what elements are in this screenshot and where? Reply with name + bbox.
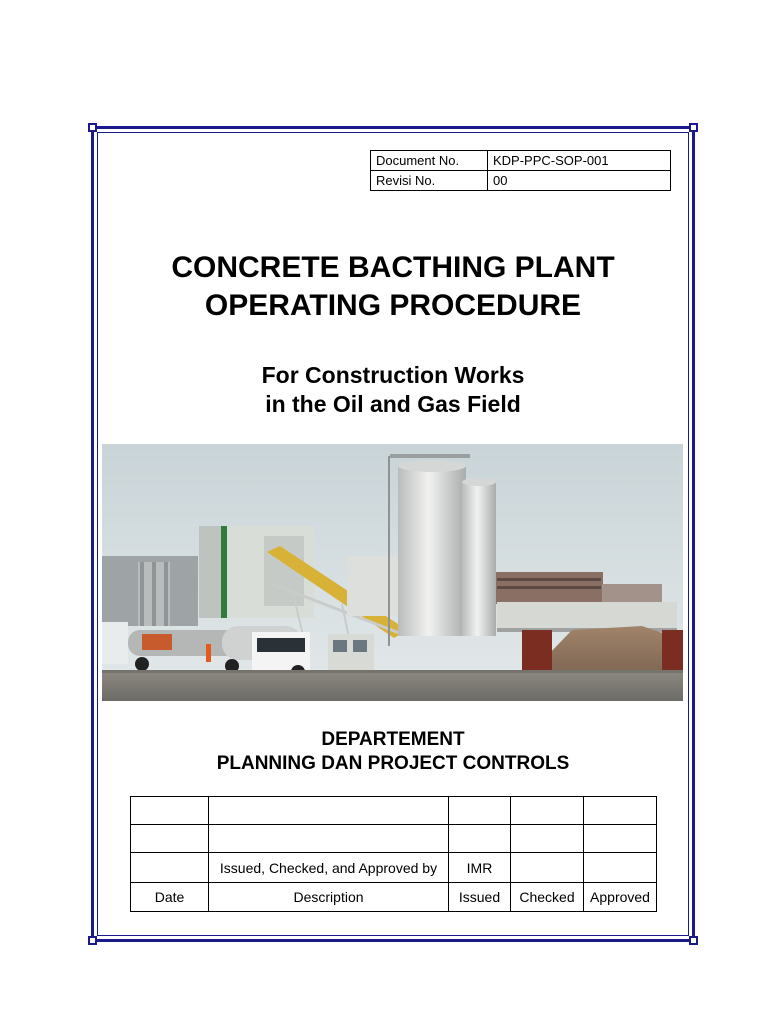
department-heading [97, 728, 689, 776]
revision-no-label: Revisi No. [371, 171, 488, 191]
batching-plant-photo [102, 444, 683, 701]
header-date: Date [131, 883, 209, 912]
table-cell [131, 797, 209, 825]
document-info-table [370, 150, 671, 191]
department-line-2: PLANNING DAN PROJECT CONTROLS [216, 753, 570, 774]
table-row [131, 825, 657, 853]
document-no-label: Document No. [371, 151, 488, 171]
table-cell [449, 825, 511, 853]
border-corner-top-right [689, 123, 698, 132]
document-no-value: KDP-PPC-SOP-001 [488, 151, 671, 171]
revision-no-value: 00 [488, 171, 671, 191]
table-cell [511, 853, 584, 883]
table-row [131, 853, 657, 883]
title-line-2: OPERATING PROCEDURE [204, 289, 582, 322]
table-cell [449, 797, 511, 825]
revision-no-row [371, 171, 671, 191]
header-description: Description [209, 883, 449, 912]
table-cell [209, 797, 449, 825]
table-cell [511, 797, 584, 825]
border-corner-bottom-right [689, 936, 698, 945]
subtitle-line-1: For Construction Works [261, 362, 525, 388]
table-cell [511, 825, 584, 853]
table-cell [131, 853, 209, 883]
border-corner-bottom-left [88, 936, 97, 945]
issued-code: IMR [449, 853, 511, 883]
document-subtitle [97, 361, 689, 419]
title-line-1: CONCRETE BACTHING PLANT [171, 251, 615, 284]
table-cell [584, 853, 657, 883]
subtitle-line-2: in the Oil and Gas Field [265, 391, 521, 417]
document-no-row [371, 151, 671, 171]
header-approved: Approved [584, 883, 657, 912]
department-line-1: DEPARTEMENT [321, 729, 465, 750]
revision-table [130, 796, 657, 912]
table-cell [584, 825, 657, 853]
table-cell [131, 825, 209, 853]
border-corner-top-left [88, 123, 97, 132]
document-title [97, 249, 689, 325]
table-header-row [131, 883, 657, 912]
header-issued: Issued [449, 883, 511, 912]
table-row [131, 797, 657, 825]
header-checked: Checked [511, 883, 584, 912]
issued-by-description: Issued, Checked, and Approved by [209, 853, 449, 883]
table-cell [584, 797, 657, 825]
table-cell [209, 825, 449, 853]
